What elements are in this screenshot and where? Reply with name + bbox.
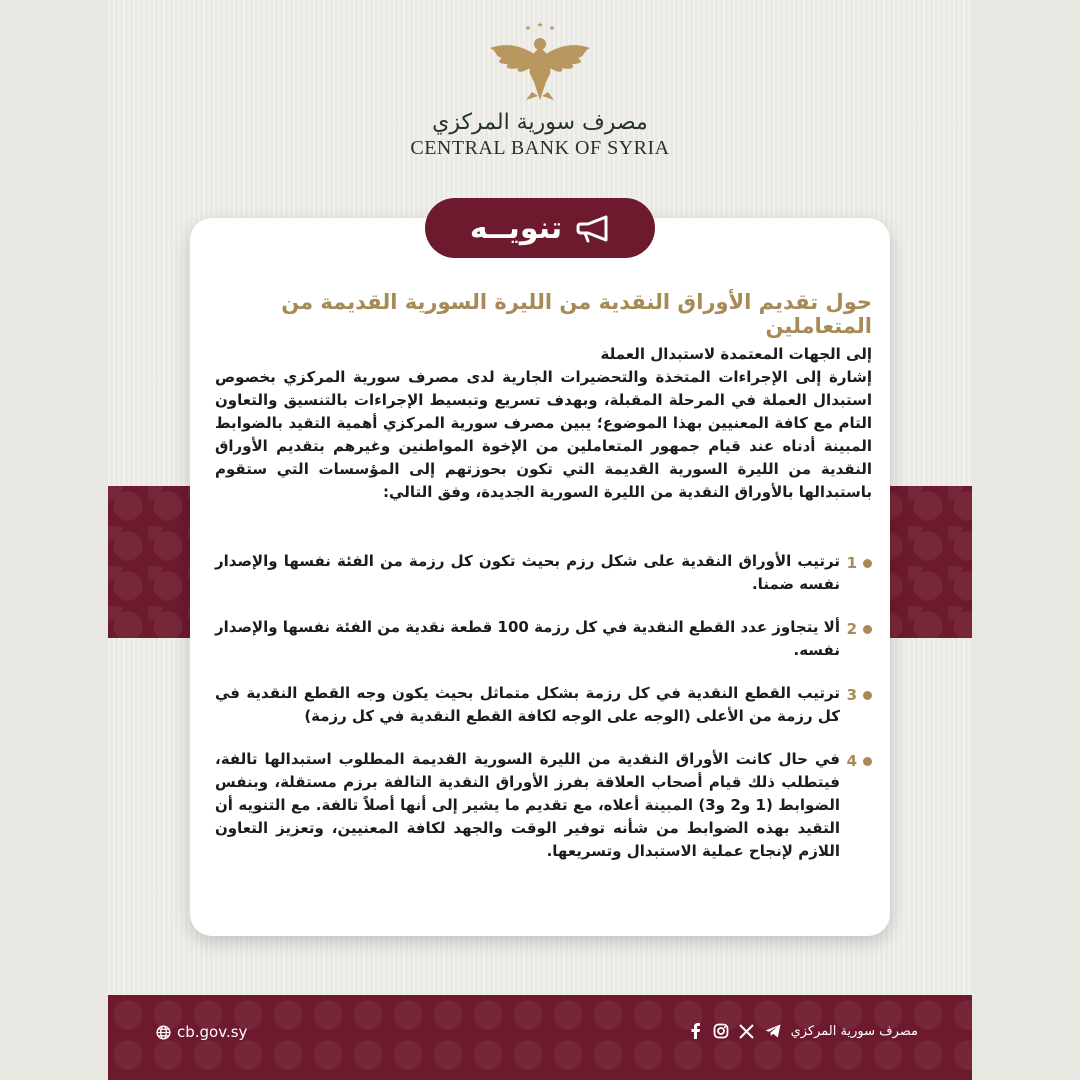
footer-org-name: مصرف سورية المركزي [790, 1023, 918, 1039]
notice-intro: إشارة إلى الإجراءات المتخذة والتحضيرات الجارية لدى مصرف سورية المركزي بخصوص استبدال العملة في المرحلة المقبلة، وبهدف تسريع وتبسيط الإجراءات بالتنسيق والتعاون التام مع كافة المعنيين بهذا الموضوع؛ يبين مصرف سورية المركزي أهمية التقيد بالضوابط المبينة أدناه عند قيام جمهور المتعاملين من الإخوة المواطنين وغيرهم بتقديم الأوراق النقدية من الليرة السورية القديمة التي تكون بحوزتهم إلى المؤسسات التي ستقوم باستبدالها بالأوراق النقدية من الليرة السورية الجديدة، وفق التالي: [215, 368, 872, 501]
list-marker [840, 620, 872, 638]
list-marker [840, 554, 872, 572]
notice-heading: حول تقديم الأوراق النقدية من الليرة السورية القديمة من المتعاملين [281, 290, 872, 338]
bank-name-arabic: مصرف سورية المركزي [432, 110, 648, 135]
notice-badge [425, 198, 655, 258]
notice-body [215, 343, 872, 504]
bullet-dot-icon [863, 625, 872, 634]
list-marker [840, 752, 872, 770]
telegram-icon[interactable] [765, 1023, 781, 1039]
bullet-dot-icon [863, 691, 872, 700]
list-item [215, 682, 872, 728]
footer-bar [108, 995, 972, 1080]
bullet-dot-icon [863, 559, 872, 568]
bank-logo [390, 22, 690, 162]
list-item [215, 550, 872, 596]
list-item [215, 616, 872, 662]
instagram-icon[interactable] [713, 1023, 729, 1039]
facebook-icon[interactable] [687, 1023, 703, 1039]
footer-website[interactable] [156, 1023, 247, 1041]
bullet-dot-icon [863, 757, 872, 766]
footer-social-group [687, 1023, 922, 1039]
notice-badge-label: تنويــه [469, 210, 563, 246]
notice-recipient: إلى الجهات المعتمدة لاستبدال العملة [600, 345, 872, 363]
megaphone-icon [576, 213, 610, 243]
notice-items-list [215, 550, 872, 883]
item-text: ألا يتجاوز عدد القطع النقدية في كل رزمة 100 قطعة نقدية من الفئة نفسها والإصدار نفسه. [215, 618, 840, 659]
item-number: 3 [846, 686, 857, 704]
globe-icon [156, 1025, 171, 1040]
item-text: ترتيب القطع النقدية في كل رزمة بشكل متماثل بحيث يكون وجه القطع النقدية في كل رزمة من الأعلى (الوجه على الوجه لكافة القطع النقدية في كل رزمة) [215, 684, 840, 725]
website-link[interactable]: cb.gov.sy [177, 1023, 248, 1041]
list-item [215, 748, 872, 863]
item-number: 4 [846, 752, 857, 770]
item-number: 2 [846, 620, 857, 638]
list-marker [840, 686, 872, 704]
x-icon[interactable] [739, 1023, 755, 1039]
eagle-emblem-icon [488, 22, 592, 104]
item-text: في حال كانت الأوراق النقدية من الليرة السورية القديمة المطلوب استبدالها تالفة، فيتطلب ذلك قيام أصحاب العلاقة بفرز الأوراق النقدية التالفة برزم مستقلة، وبنفس الضوابط (1 و2 و3) المبينة أعلاه، مع تقديم ما يشير إلى أنها أصلاً تالفة. مع التنويه أن التقيد بهذه الضوابط من شأنه توفير الوقت والجهد لكافة المعنيين، وتعزيز التعاون اللازم لإنجاح عملية الاستبدال وتسريعها. [215, 750, 841, 860]
bank-name-english: CENTRAL BANK OF SYRIA [410, 137, 670, 159]
item-text: ترتيب الأوراق النقدية على شكل رزم بحيث تكون كل رزمة من الفئة نفسها والإصدار نفسه ضمنا. [215, 552, 840, 593]
item-number: 1 [846, 554, 857, 572]
